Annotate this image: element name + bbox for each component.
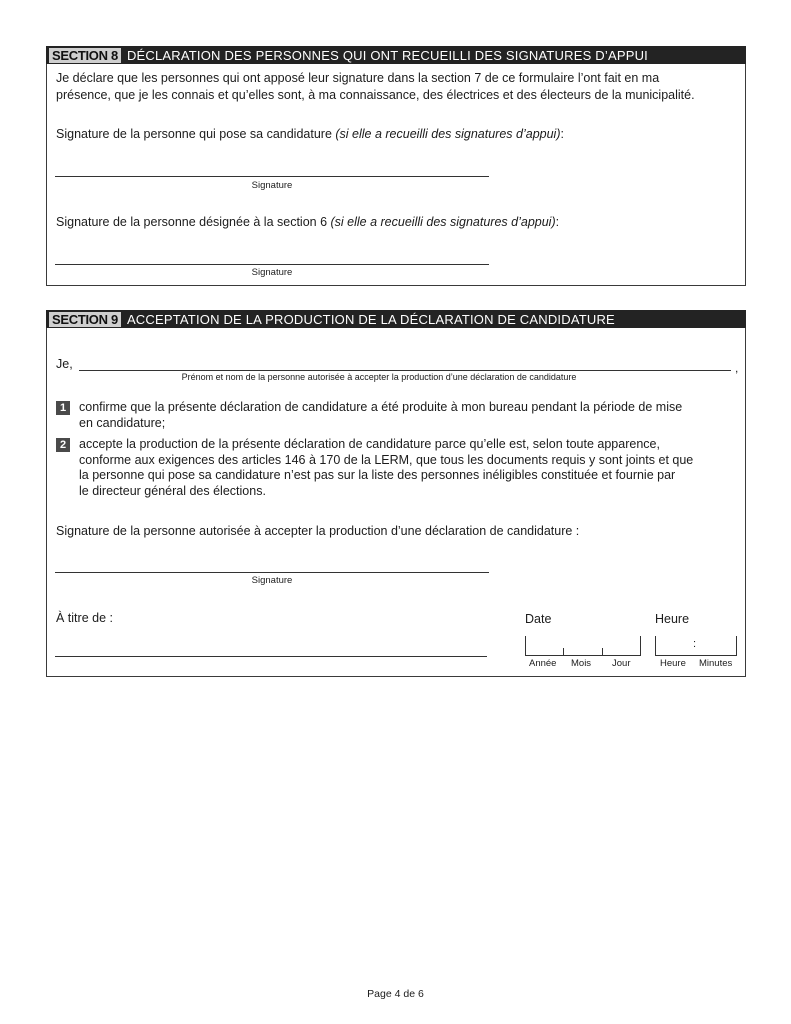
heure-baseline xyxy=(655,655,737,656)
item-line: confirme que la présente déclaration de candidature a été produite à mon bureau pendant la période de mise xyxy=(79,400,683,414)
designated-signature-caption: Signature xyxy=(251,267,293,278)
candidate-signature-field[interactable] xyxy=(55,176,489,177)
date-baseline xyxy=(525,655,641,656)
heure-field[interactable] xyxy=(655,636,737,656)
item-2-text xyxy=(79,437,739,499)
item-line: conforme aux exigences des articles 146 à 170 de la LERM, que tous les documents requis y sont joints et que xyxy=(79,452,694,467)
candidate-signature-caption: Signature xyxy=(251,180,293,191)
item-number-1: 1 xyxy=(56,401,70,415)
authorized-signature-label: Signature de la personne autorisée à accepter la production d’une déclaration de candidature : xyxy=(56,524,580,538)
section-9-label: SECTION 9 xyxy=(49,312,121,327)
date-year-caption: Année xyxy=(529,658,557,669)
titre-field[interactable] xyxy=(55,656,487,657)
label-note: (si elle a recueilli des signatures d’appui) xyxy=(330,215,556,229)
heure-separator: : xyxy=(693,638,697,650)
authorized-signature-field[interactable] xyxy=(55,572,489,573)
label-text: Signature de la personne qui pose sa candidature xyxy=(56,127,336,141)
heure-label: Heure xyxy=(655,612,690,626)
designated-signature-field[interactable] xyxy=(55,264,489,265)
section-8-title: DÉCLARATION DES PERSONNES QUI ONT RECUEILLI DES SIGNATURES D’APPUI xyxy=(126,47,648,63)
item-1-text xyxy=(79,400,739,431)
je-label: Je, xyxy=(56,357,73,371)
date-label: Date xyxy=(525,612,552,626)
label-note: (si elle a recueilli des signatures d’appui) xyxy=(335,127,561,141)
page-number: Page 4 de 6 xyxy=(367,988,424,1000)
declaration-text xyxy=(56,70,695,103)
declaration-line: présence, que je les connais et qu’elles sont, à ma connaissance, des électrices et des électeurs de la municipalité. xyxy=(56,87,695,102)
designated-signature-label xyxy=(56,214,559,231)
titre-label: À titre de : xyxy=(56,611,113,625)
item-number-2: 2 xyxy=(56,438,70,452)
section-8-label: SECTION 8 xyxy=(49,48,121,63)
section-9 xyxy=(46,310,746,677)
label-suffix: : xyxy=(560,127,564,141)
section-8 xyxy=(46,46,746,286)
label-suffix: : xyxy=(555,215,560,229)
authorized-name-caption: Prénom et nom de la personne autorisée à accepter la production d’une déclaration de candidature xyxy=(181,372,577,382)
authorized-name-field[interactable] xyxy=(79,370,731,371)
label-text: Signature de la personne désignée à la section 6 xyxy=(56,215,331,229)
date-day-caption: Jour xyxy=(612,658,631,669)
item-line: en candidature; xyxy=(79,415,166,430)
heure-minutes-caption: Minutes xyxy=(699,658,733,669)
declaration-line: Je déclare que les personnes qui ont apposé leur signature dans la section 7 de ce formulaire l’ont fait en ma xyxy=(56,71,660,85)
section-9-title: ACCEPTATION DE LA PRODUCTION DE LA DÉCLARATION DE CANDIDATURE xyxy=(126,311,615,327)
section-8-header xyxy=(46,46,746,64)
authorized-signature-caption: Signature xyxy=(251,575,293,586)
date-month-caption: Mois xyxy=(571,658,592,669)
date-field[interactable] xyxy=(525,636,641,656)
date-tick xyxy=(525,636,526,656)
item-line: la personne qui pose sa candidature n’est pas sur la liste des personnes inéligibles constituée et fournie par xyxy=(79,468,676,482)
item-line: accepte la production de la présente déclaration de candidature parce qu’elle est, selon toute apparence, xyxy=(79,437,660,451)
je-comma: , xyxy=(735,361,739,375)
heure-tick xyxy=(655,636,656,656)
heure-tick xyxy=(736,636,737,656)
date-tick xyxy=(640,636,641,656)
item-line: le directeur général des élections. xyxy=(79,483,266,498)
heure-hour-caption: Heure xyxy=(660,658,686,669)
section-9-header xyxy=(46,310,746,328)
candidate-signature-label xyxy=(56,126,564,143)
